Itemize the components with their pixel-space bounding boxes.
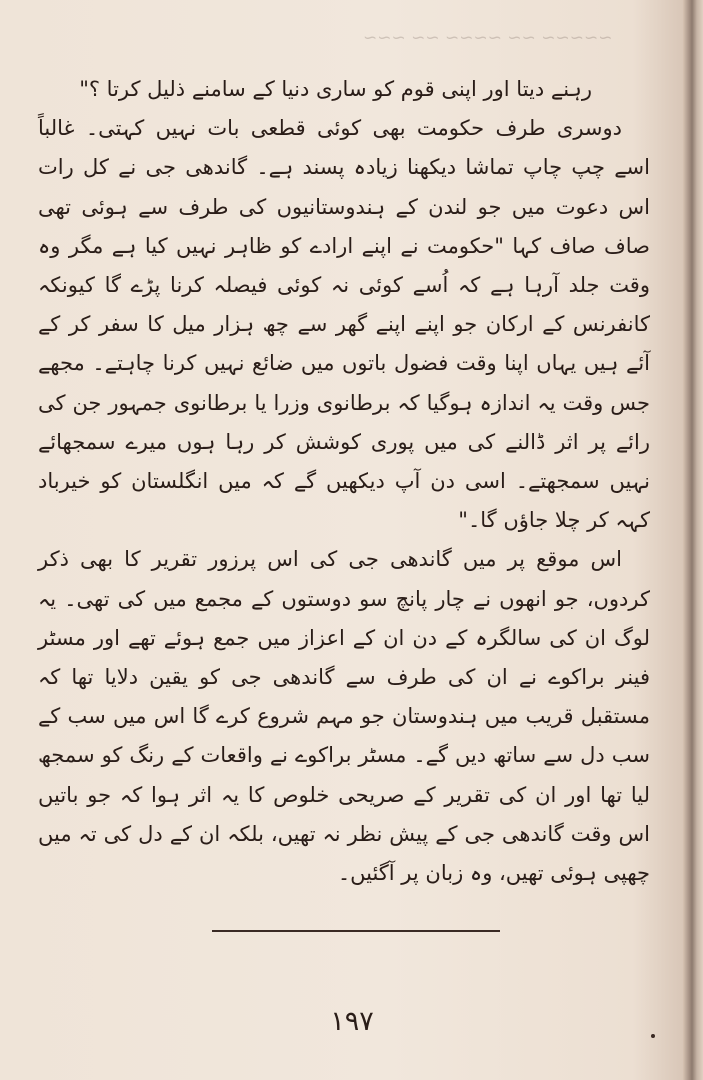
ink-dot (651, 1034, 655, 1038)
paragraph-3: اس موقع پر میں گاندھی جی کی اس پرزور تقریر کا بھی ذکر کردوں، جو انھوں نے چار پانچ سو دوستوں کے مجمع میں کی تھی۔ یہ لوگ ان کی سالگرہ کے دن ان کے اعزاز میں جمع ہوئے تھے اور مسٹر فینر براکوے نے ان کی طرف سے گاندھی جی کو یقین دلایا تھا کہ مستقبل قریب میں ہندوستان جو مہم شروع کرے گا اس میں سب کے سب دل سے ساتھ دیں گے۔ مسٹر براکوے نے واقعات کے رنگ کو سمجھ لیا تھا اور ان کی تقریر کے صریحی خلوص کا یہ اثر ہوا کہ جو باتیں اس وقت گاندھی جی کے پیش نظر نہ تھیں، بلکہ ان کے دل کی تہ میں چھپی ہوئی تھیں، وہ زبان پر آگئیں۔ (38, 547, 650, 886)
body-text (38, 70, 650, 893)
show-through-text: ~~~ ~~ ~~~~ ~~ ~~~~~ (363, 28, 613, 48)
paragraph-2: دوسری طرف حکومت بھی کوئی قطعی بات نہیں کہتی۔ غالباً اسے چپ چاپ تماشا دیکھنا زیادہ پسند ہے۔ گاندھی جی نے کل رات اس دعوت میں جو لندن کے ہندوستانیوں کی طرف سے ہوئی تھی صاف صاف کہا "حکومت نے اپنے ارادے کو ظاہر نہیں کیا ہے مگر وہ وقت جلد آرہا ہے کہ اُسے کوئی نہ کوئی فیصلہ کرنا پڑے گا کیونکہ کانفرنس کے ارکان جو اپنے اپنے گھر سے چھ ہزار میل کا سفر کر کے آئے ہیں یہاں اپنا وقت فضول باتوں میں ضائع نہیں کرنا چاہتے۔ مجھے جس وقت یہ اندازہ ہوگیا کہ برطانوی وزرا یا برطانوی جمہور جن کی رائے پر اثر ڈالنے کی میں پوری کوشش کر رہا ہوں میرے سمجھائے نہیں سمجھتے۔ اسی دن آپ دیکھیں گے کہ میں انگلستان کو خیرباد کہہ کر چلا جاؤں گا۔" (38, 116, 650, 533)
paragraph-1: رہنے دیتا اور اپنی قوم کو ساری دنیا کے سامنے ذلیل کرتا ؟" (79, 77, 592, 101)
page-binding-edge (683, 0, 703, 1080)
section-divider (212, 930, 500, 932)
page-number: ۱۹۷ (330, 1006, 374, 1037)
